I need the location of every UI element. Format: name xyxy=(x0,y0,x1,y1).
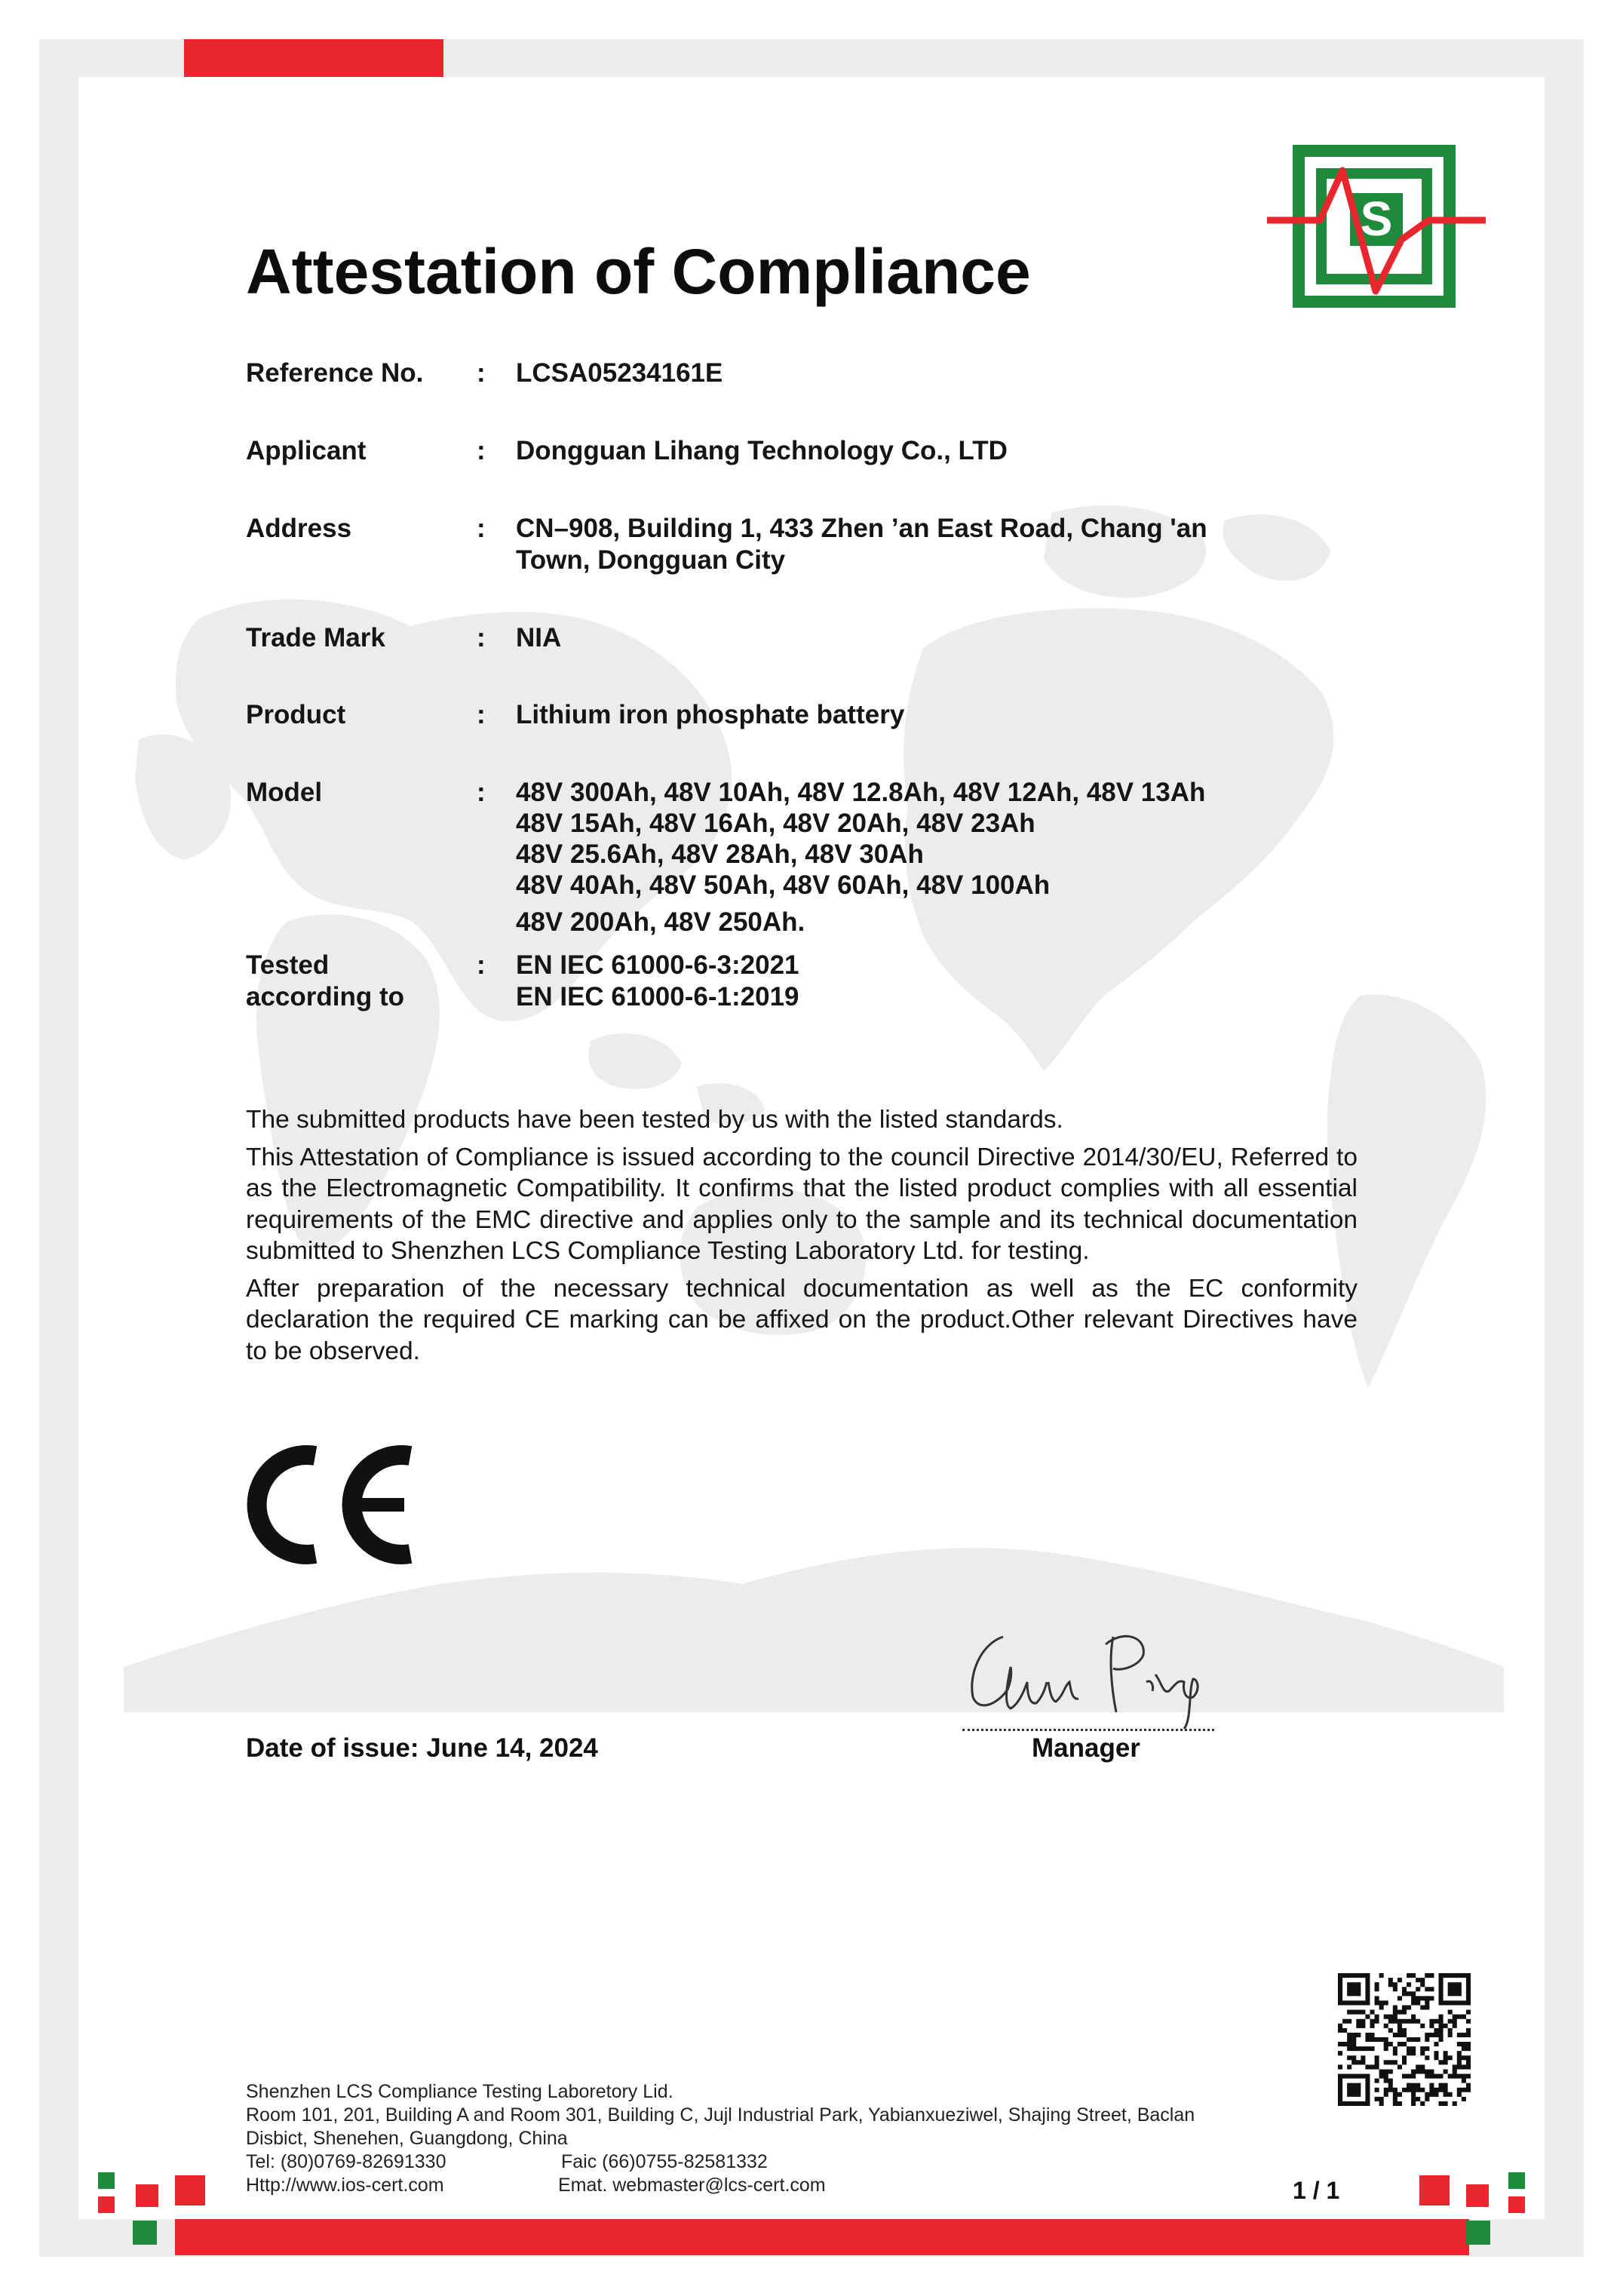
address-label: Address xyxy=(246,514,352,543)
reference-label: Reference No. xyxy=(246,358,424,388)
tested-label-line-1: Tested xyxy=(246,950,330,980)
product-colon: : xyxy=(477,700,486,729)
bottom-red-band xyxy=(175,2219,1469,2255)
trademark-colon: : xyxy=(477,623,486,652)
lcs-logo-icon xyxy=(1267,143,1486,313)
ce-mark-icon xyxy=(243,1441,416,1569)
page-title: Attestation of Compliance xyxy=(246,236,1031,307)
model-line-1: 48V 300Ah, 48V 10Ah, 48V 12.8Ah, 48V 12Ah, 48V 13Ah xyxy=(516,778,1206,807)
corner-square xyxy=(98,2172,115,2189)
model-colon: : xyxy=(477,778,486,807)
product-value: Lithium iron phosphate battery xyxy=(516,700,905,729)
footer-address-line-1: Room 101, 201, Building A and Room 301, Building C, Jujl Industrial Park, Yabianxueziwel, Shajing Street, Baclan xyxy=(246,2104,1195,2126)
manager-signature xyxy=(958,1607,1214,1735)
footer-web-link[interactable]: Http://www.ios-cert.com xyxy=(246,2175,444,2196)
corner-square xyxy=(1466,2184,1489,2207)
footer-company: Shenzhen LCS Compliance Testing Laboretory Lid. xyxy=(246,2081,673,2102)
model-line-4: 48V 40Ah, 48V 50Ah, 48V 60Ah, 48V 100Ah xyxy=(516,870,1051,900)
statement-paragraph-1: The submitted products have been tested by us with the listed standards. xyxy=(246,1106,1063,1134)
address-colon: : xyxy=(477,514,486,543)
footer-address-line-2: Disbict, Shenehen, Guangdong, China xyxy=(246,2128,568,2149)
corner-square xyxy=(136,2184,158,2207)
corner-square xyxy=(1419,2175,1450,2205)
footer-email-link[interactable]: Emat. webmaster@lcs-cert.com xyxy=(558,2175,826,2196)
product-label: Product xyxy=(246,700,346,729)
trademark-value: NIA xyxy=(516,623,562,652)
signature-line xyxy=(962,1729,1214,1731)
corner-square xyxy=(133,2221,157,2245)
page-number: 1 / 1 xyxy=(1293,2177,1340,2204)
tested-label-line-2: according to xyxy=(246,982,405,1011)
model-line-2: 48V 15Ah, 48V 16Ah, 48V 20Ah, 48V 23Ah xyxy=(516,809,1035,838)
footer-tel: Tel: (80)0769-82691330 xyxy=(246,2151,446,2172)
model-label: Model xyxy=(246,778,323,807)
model-line-5: 48V 200Ah, 48V 250Ah. xyxy=(516,907,805,937)
issue-date: Date of issue: June 14, 2024 xyxy=(246,1733,598,1763)
corner-square xyxy=(1508,2172,1525,2189)
corner-square xyxy=(175,2175,205,2205)
corner-square xyxy=(1508,2196,1525,2213)
svg-text:S: S xyxy=(1360,192,1393,246)
model-line-3: 48V 25.6Ah, 48V 28Ah, 48V 30Ah xyxy=(516,840,924,869)
applicant-colon: : xyxy=(477,436,486,465)
reference-value: LCSA05234161E xyxy=(516,358,723,388)
signatory-title: Manager xyxy=(1032,1733,1140,1763)
corner-square xyxy=(98,2196,115,2213)
statement-paragraph-2: This Attestation of Compliance is issued according to the council Directive 2014/30/EU, Referred to as the Electromagnetic Compatibility. It confirms that the listed product complies with all essential requirements of the EMC directive and applies only to the sample and its technical documentation submitted to Shenzhen LCS Compliance Testing Laboratory Ltd. for testing. xyxy=(246,1143,1358,1265)
standard-1: EN IEC 61000-6-3:2021 xyxy=(516,950,799,980)
top-red-band xyxy=(184,39,443,77)
applicant-label: Applicant xyxy=(246,436,367,465)
address-line-2: Town, Dongguan City xyxy=(516,545,786,575)
reference-colon: : xyxy=(477,358,486,388)
statement-paragraph-3: After preparation of the necessary technical documentation as well as the EC conformity declaration the required CE marking can be affixed on the product.Other relevant Directives have to be observed. xyxy=(246,1274,1358,1365)
trademark-label: Trade Mark xyxy=(246,623,385,652)
address-line-1: CN–908, Building 1, 433 Zhen ’an East Road, Chang 'an xyxy=(516,514,1207,543)
compliance-statement xyxy=(246,1104,1358,1367)
qr-code-icon xyxy=(1338,1973,1471,2106)
footer-fax: Faic (66)0755-82581332 xyxy=(561,2151,768,2172)
standard-2: EN IEC 61000-6-1:2019 xyxy=(516,982,799,1011)
applicant-value: Dongguan Lihang Technology Co., LTD xyxy=(516,436,1008,465)
tested-colon: : xyxy=(477,950,486,980)
corner-square xyxy=(1466,2221,1490,2245)
